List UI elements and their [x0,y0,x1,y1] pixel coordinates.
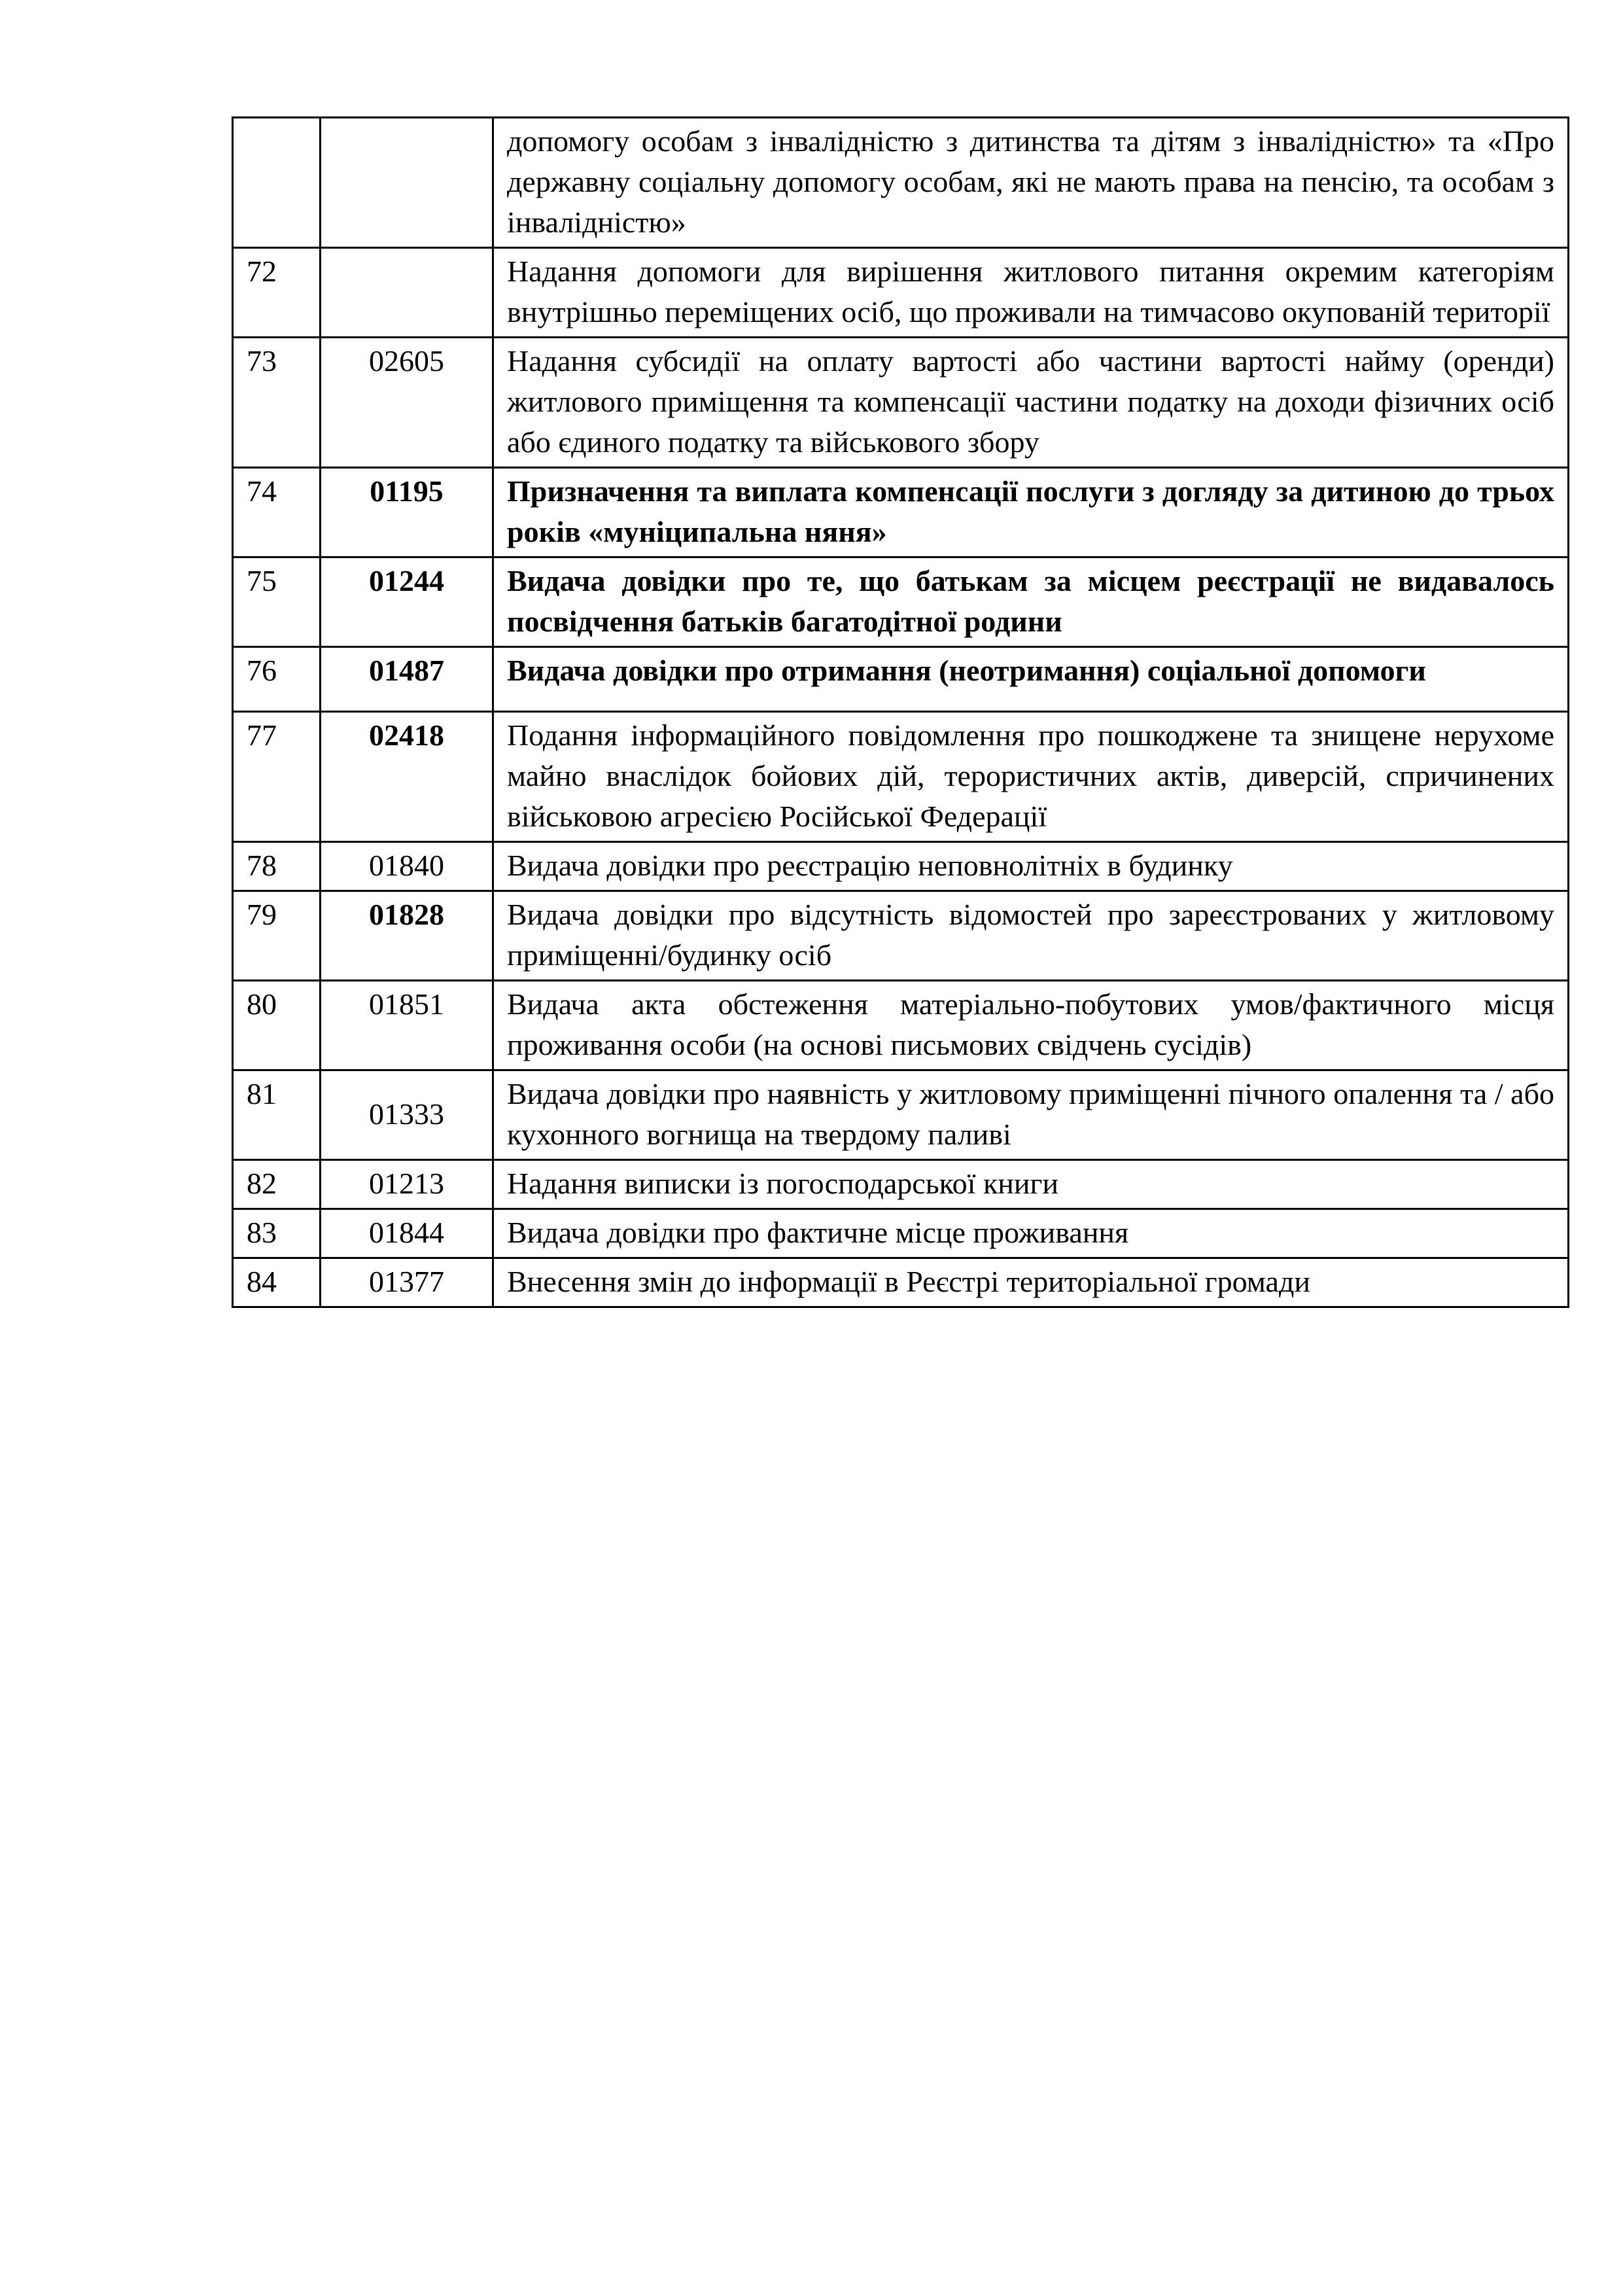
service-code: 01828 [321,891,493,981]
table-row [233,1070,1569,1160]
service-description: Призначення та виплата компенсації послуги з догляду за дитиною до трьох років «муніципальна няня» [493,468,1569,557]
table-row [233,891,1569,981]
service-code: 01195 [321,468,493,557]
service-code: 01840 [321,842,493,891]
service-description: допомогу особам з інвалідністю з дитинства та дітям з інвалідністю» та «Про державну соціальну допомогу особам, які не мають права на пенсію, та особам з інвалідністю» [493,118,1569,248]
row-number: 75 [233,557,321,647]
service-description: Видача довідки про фактичне місце проживання [493,1209,1569,1258]
table-row [233,981,1569,1070]
row-number: 82 [233,1160,321,1209]
table-row [233,1160,1569,1209]
row-number: 79 [233,891,321,981]
row-number [233,118,321,248]
row-number: 81 [233,1070,321,1160]
service-description: Надання виписки із погосподарської книги [493,1160,1569,1209]
row-number: 72 [233,248,321,338]
service-code: 01851 [321,981,493,1070]
service-description: Видача довідки про те, що батькам за місцем реєстрації не видавалось посвідчення батьків багатодітної родини [493,557,1569,647]
table-row [233,118,1569,248]
service-code: 02418 [321,712,493,842]
row-number: 77 [233,712,321,842]
service-description: Внесення змін до інформації в Реєстрі територіальної громади [493,1258,1569,1307]
service-description: Видача довідки про реєстрацію неповнолітніх в будинку [493,842,1569,891]
service-code: 01244 [321,557,493,647]
table-row [233,1209,1569,1258]
row-number: 78 [233,842,321,891]
service-description: Видача довідки про наявність у житловому приміщенні пічного опалення та / або кухонного вогнища на твердому паливі [493,1070,1569,1160]
table-row [233,647,1569,712]
table-row [233,712,1569,842]
service-description: Видача довідки про відсутність відомостей про зареєстрованих у житловому приміщенні/будинку осіб [493,891,1569,981]
service-code: 01487 [321,647,493,712]
table-row [233,338,1569,468]
service-code: 01213 [321,1160,493,1209]
table-row [233,248,1569,338]
row-number: 76 [233,647,321,712]
service-code: 01333 [321,1070,493,1160]
service-code [321,248,493,338]
row-number: 80 [233,981,321,1070]
service-description: Надання допомоги для вирішення житлового питання окремим категоріям внутрішньо переміщених осіб, що проживали на тимчасово окупованій території [493,248,1569,338]
service-description: Видача довідки про отримання (неотримання) соціальної допомоги [493,647,1569,712]
row-number: 73 [233,338,321,468]
row-number: 83 [233,1209,321,1258]
table-row [233,842,1569,891]
service-description: Видача акта обстеження матеріально-побутових умов/фактичного місця проживання особи (на основі письмових свідчень сусідів) [493,981,1569,1070]
table-row [233,1258,1569,1307]
service-code: 01844 [321,1209,493,1258]
row-number: 74 [233,468,321,557]
service-code [321,118,493,248]
services-table [232,116,1569,1308]
service-code: 02605 [321,338,493,468]
table-row [233,468,1569,557]
service-description: Подання інформаційного повідомлення про пошкоджене та знищене нерухоме майно внаслідок бойових дій, терористичних актів, диверсій, спричинених військовою агресією Російської Федерації [493,712,1569,842]
table-row [233,557,1569,647]
service-description: Надання субсидії на оплату вартості або частини вартості найму (оренди) житлового приміщення та компенсації частини податку на доходи фізичних осіб або єдиного податку та військового збору [493,338,1569,468]
row-number: 84 [233,1258,321,1307]
service-code: 01377 [321,1258,493,1307]
